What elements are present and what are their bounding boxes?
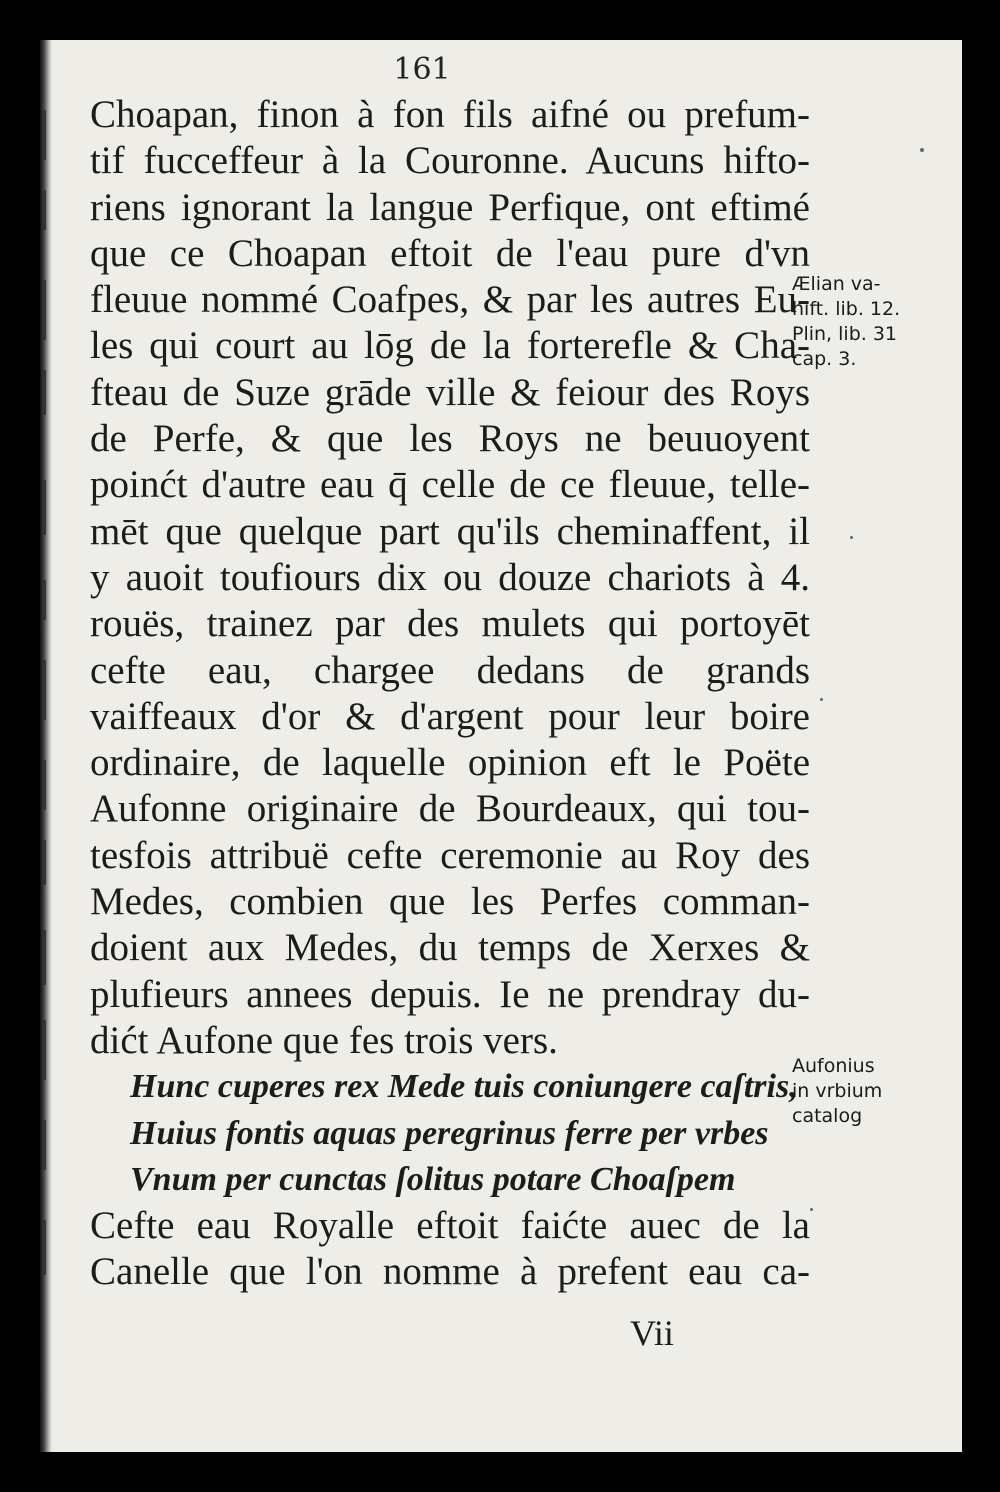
verse-line: Vnum per cunctas ſolitus potare Choaſpem: [130, 1160, 736, 1198]
text-line: que ce Choapan eftoit de l'eau pure d'vn: [90, 231, 810, 275]
margin-note-line: Plin, lib. 31: [792, 323, 898, 345]
text-line: cefte eau, chargee dedans de grands: [90, 648, 810, 692]
margin-note-line: in vrbium: [792, 1080, 883, 1102]
gutter-marks: [40, 40, 60, 1452]
text-line: de Perfe, & que les Roys ne beuuoyent: [90, 417, 810, 461]
text-line: les qui court au lōg de la forterefle & Cha-: [90, 324, 810, 368]
text-line: tesfois attribuë cefte ceremonie au Roy des: [90, 833, 810, 877]
body-text: [90, 92, 810, 1296]
paper-speck: [850, 536, 853, 539]
paper-speck: [920, 148, 924, 152]
text-line: tif fucceffeur à la Couronne. Aucuns hifto-: [90, 139, 810, 183]
text-line: plufieurs annees depuis. Ie ne prendray du-: [90, 972, 810, 1016]
margin-note-line: Aufonius: [792, 1055, 875, 1077]
text-line: fleuue nommé Coafpes, & par les autres Eu-: [90, 278, 810, 322]
text-line: fteau de Suze grāde ville & feiour des Roys: [90, 370, 810, 414]
margin-note-line: Ælian va-: [792, 273, 881, 295]
text-line: riens ignorant la langue Perfique, ont eftimé: [90, 185, 810, 229]
paper-speck: [820, 698, 823, 701]
margin-note-ausonius: [792, 1054, 882, 1129]
text-line: Aufonne originaire de Bourdeaux, qui tou-: [90, 787, 810, 831]
text-line: Cefte eau Royalle eftoit faićte auec de la: [90, 1204, 810, 1248]
text-line: vaiffeaux d'or & d'argent pour leur boire: [90, 694, 810, 738]
book-page: [40, 40, 962, 1452]
verse-line: Huius fontis aquas peregrinus ferre per vrbes: [130, 1114, 769, 1152]
page-number: 161: [393, 52, 451, 87]
margin-note-line: hift. lib. 12.: [792, 298, 901, 320]
paper-speck: [810, 1208, 813, 1211]
text-line: Choapan, finon à fon fils aifné ou prefum-: [90, 93, 810, 136]
catchword: Vii: [630, 1313, 674, 1353]
text-line: ordinaire, de laquelle opinion eft le Poëte: [90, 741, 810, 785]
verse-line: Hunc cuperes rex Mede tuis coniungere caſtris,: [130, 1068, 798, 1106]
margin-note-aelian: [792, 272, 900, 372]
text-line: mēt que quelque part qu'ils cheminaffent, il: [90, 509, 810, 553]
text-line: Canelle que l'on nomme à prefent eau ca-: [90, 1250, 810, 1294]
text-line: dićt Aufone que fes trois vers.: [90, 1018, 558, 1062]
margin-note-line: cap. 3.: [792, 348, 857, 370]
text-line: Medes, combien que les Perfes comman-: [90, 880, 810, 924]
text-line: y auoit toufiours dix ou douze chariots à 4.: [90, 555, 810, 599]
text-line: doient aux Medes, du temps de Xerxes &: [90, 926, 810, 970]
margin-note-line: catalog: [792, 1105, 863, 1127]
text-line: rouës, trainez par des mulets qui portoyēt: [90, 602, 810, 646]
text-line: poinćt d'autre eau q̄ celle de ce fleuue, telle-: [90, 463, 810, 507]
